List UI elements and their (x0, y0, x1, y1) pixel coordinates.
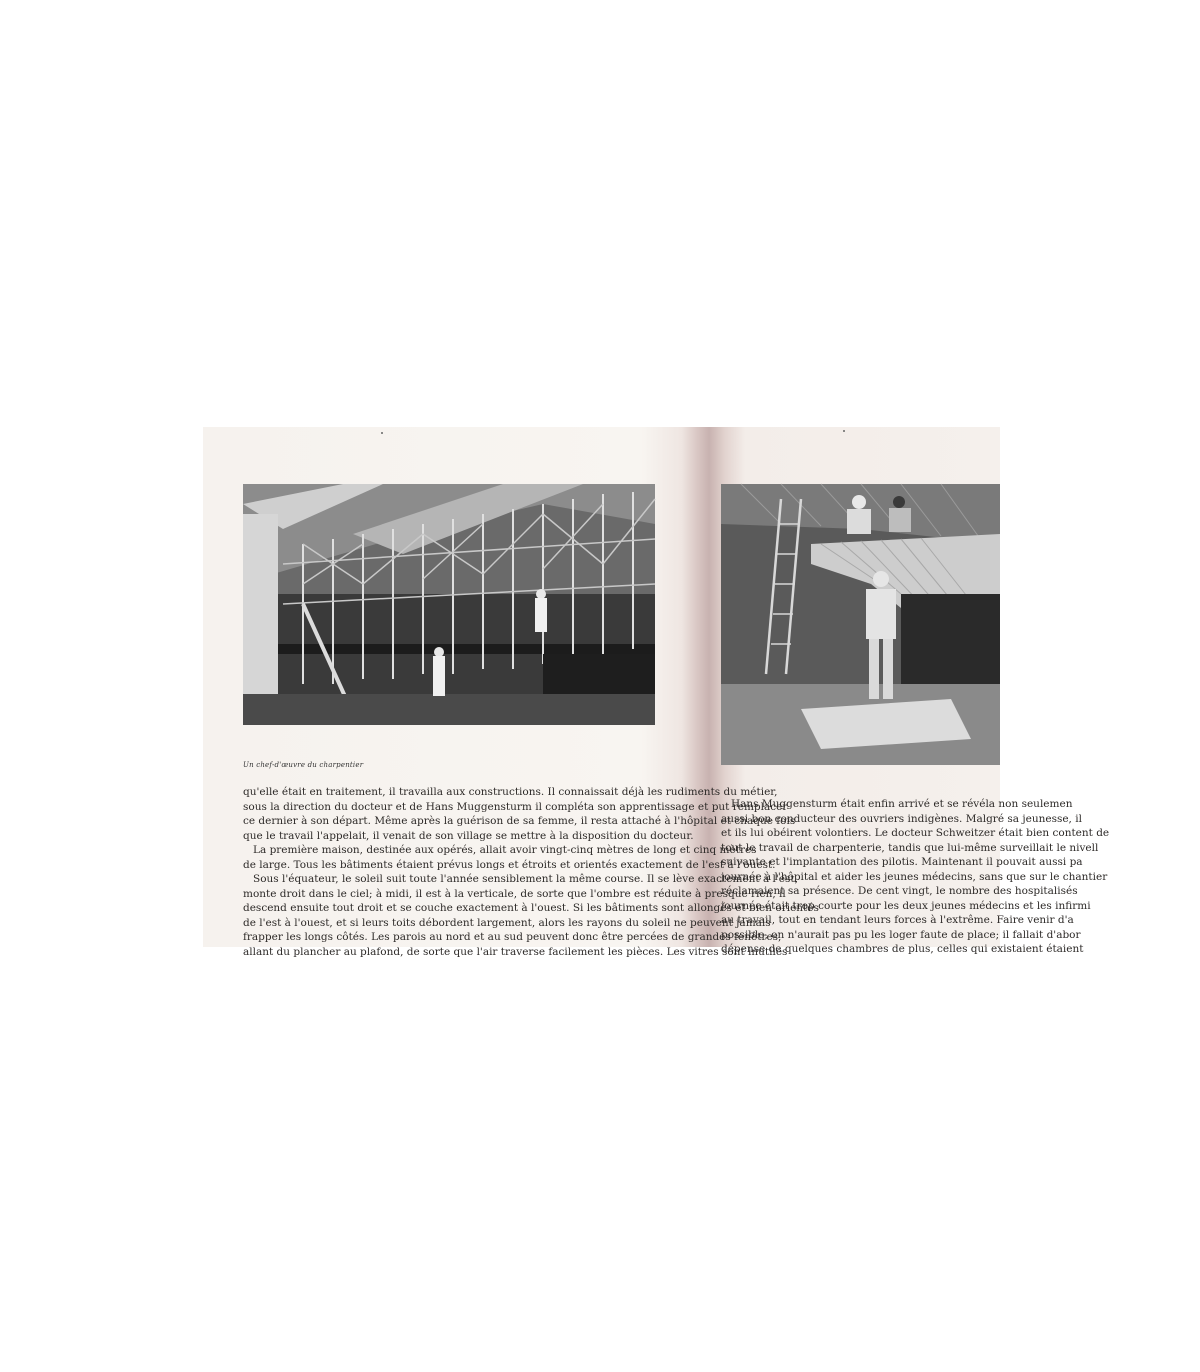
text-line: dépense de quelques chambres de plus, celles qui existaient étaient (721, 943, 1084, 955)
right-page-text (721, 797, 1110, 957)
text-line: qu'elle était en traitement, il travailla aux constructions. Il connaissait déjà les rudiments du métier, (243, 786, 778, 798)
text-line: ce dernier à son départ. Même après la guérison de sa femme, il resta attaché à l'hôpital et chaque fois (243, 815, 796, 827)
text-line: et ils lui obéirent volontiers. Le docteur Schweitzer était bien content de (721, 827, 1110, 839)
text-line: possible, on n'aurait pas pu les loger faute de place; il fallait d'abor (721, 928, 1081, 941)
text-line: journée à l'hôpital et aider les jeunes médecins, sans que sur le chantier (721, 870, 1108, 883)
text-line: La première maison, destinée aux opérés, allait avoir vingt-cinq mètres de long et cinq mètres (253, 844, 757, 856)
text-line: monte droit dans le ciel; à midi, il est à la verticale, de sorte que l'ombre est réduite à presque rien, il (243, 887, 786, 900)
photo-caption: Un chef-d'œuvre du charpentier (243, 761, 364, 769)
text-line: allant du plancher au plafond, de sorte que l'air traverse facilement les pièces. Les vitres sont inutiles (243, 945, 788, 958)
left-page-text (243, 785, 819, 959)
text-line: que le travail l'appelait, il venait de son village se mettre à la disposition du docteur. (243, 829, 694, 842)
text-line: suivante et l'implantation des pilotis. Maintenant il pouvait aussi pa (721, 856, 1083, 868)
roofing-photo (721, 484, 1000, 765)
text-line: tout le travail de charpenterie, tandis que lui-même surveillait le nivell (721, 841, 1099, 854)
text-line: au travail, tout en tendant leurs forces à l'extrême. Faire venir d'a (721, 914, 1074, 926)
page-mark (843, 430, 845, 432)
text-line: Sous l'équateur, le soleil suit toute l'année sensiblement la même course. Il se lève exactement à l'est, (253, 873, 798, 885)
text-line: sous la direction du docteur et de Hans Muggensturm il compléta son apprentissage et put remplacer (243, 800, 788, 813)
text-line: aussi bon conducteur des ouvriers indigènes. Malgré sa jeunesse, il (721, 812, 1082, 825)
text-line: Hans Muggensturm était enfin arrivé et se révéla non seulemen (731, 798, 1073, 810)
construction-photo (243, 484, 655, 725)
text-line: réclamaient sa présence. De cent vingt, le nombre des hospitalisés (721, 885, 1078, 897)
text-line: descend ensuite tout droit et se couche exactement à l'ouest. Si les bâtiments sont allongés et bien orientés (243, 902, 819, 914)
text-line: frapper les longs côtés. Les parois au nord et au sud peuvent donc être percées de grandes fenêtres, (243, 931, 782, 943)
text-line: de large. Tous les bâtiments étaient prévus longs et étroits et orientés exactement de l'est à l'ouest. (243, 858, 776, 871)
text-line: journée était trop courte pour les deux jeunes médecins et les infirmi (721, 899, 1091, 912)
text-line: de l'est à l'ouest, et si leurs toits débordent largement, alors les rayons du soleil ne peuvent jamais (243, 916, 771, 929)
book-spread (203, 427, 1110, 958)
page-mark (381, 432, 383, 434)
